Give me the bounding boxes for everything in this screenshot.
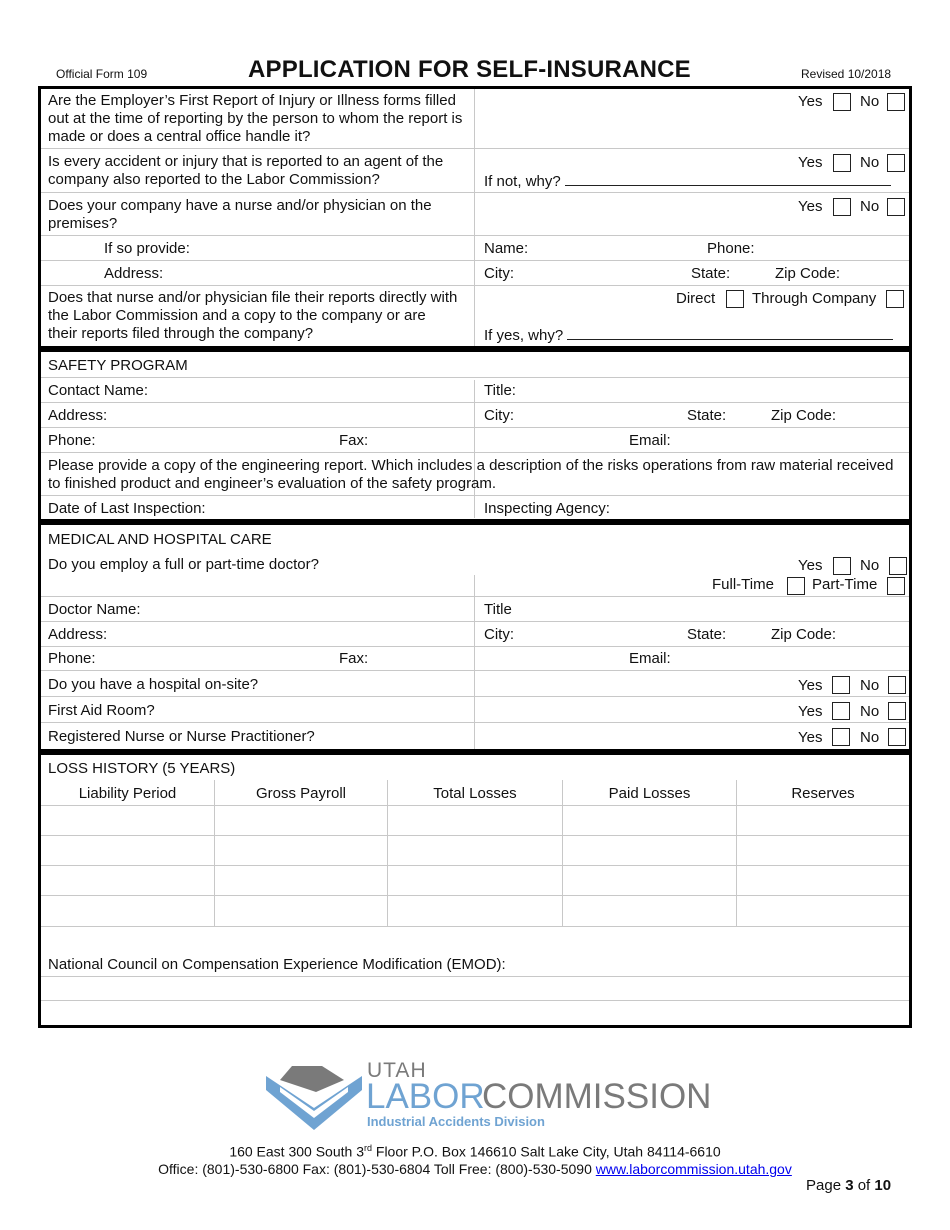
row-divider xyxy=(41,260,909,261)
labor-commission-logo-icon xyxy=(266,1060,362,1130)
table-row[interactable] xyxy=(41,806,909,835)
q3-no-checkbox[interactable] xyxy=(887,198,905,216)
doctor-email-field[interactable]: Email: xyxy=(629,650,671,667)
emod-input-line[interactable] xyxy=(41,1001,909,1025)
q3-yes-checkbox[interactable] xyxy=(833,198,851,216)
q1-no-checkbox[interactable] xyxy=(887,93,905,111)
row-divider xyxy=(41,285,909,286)
nurse-no-checkbox[interactable] xyxy=(888,728,906,746)
no-label: No xyxy=(860,677,880,694)
no-label: No xyxy=(860,154,880,171)
question-nurse: Registered Nurse or Nurse Practitioner? xyxy=(48,728,315,745)
doctor-name-field[interactable]: Doctor Name: xyxy=(48,601,141,618)
table-row-divider xyxy=(41,926,909,927)
safety-zip-field[interactable]: Zip Code: xyxy=(771,407,837,424)
row-divider xyxy=(41,646,909,647)
full-time-checkbox[interactable] xyxy=(787,577,805,595)
table-row[interactable] xyxy=(41,836,909,865)
logo-utah-text: UTAH xyxy=(367,1059,427,1082)
safety-title-field[interactable]: Title: xyxy=(484,382,516,399)
question-reported-to-commission: Is every accident or injury that is reported to an agent of the company also reported to the Labor Commission? xyxy=(48,153,444,188)
full-time-label: Full-Time xyxy=(712,576,774,593)
doctor-no-checkbox[interactable] xyxy=(889,557,907,575)
nurse-phone-field[interactable]: Phone: xyxy=(707,240,755,257)
no-label: No xyxy=(860,198,880,215)
doctor-city-field[interactable]: City: xyxy=(484,626,514,643)
direct-label: Direct xyxy=(676,290,716,307)
loss-history-heading: LOSS HISTORY (5 YEARS) xyxy=(48,760,236,777)
inspecting-agency-field[interactable]: Inspecting Agency: xyxy=(484,500,610,517)
doctor-phone-field[interactable]: Phone: xyxy=(48,650,96,667)
doctor-zip-field[interactable]: Zip Code: xyxy=(771,626,837,643)
nurse-city-field[interactable]: City: xyxy=(484,265,514,282)
safety-state-field[interactable]: State: xyxy=(687,407,727,424)
no-label: No xyxy=(860,93,880,110)
through-company-label: Through Company xyxy=(752,290,877,307)
form-number: Official Form 109 xyxy=(56,67,148,81)
nurse-name-field[interactable]: Name: xyxy=(484,240,529,257)
column-header-gross-payroll: Gross Payroll xyxy=(255,785,347,802)
question-doctor: Do you employ a full or part-time doctor? xyxy=(48,556,319,573)
last-inspection-field[interactable]: Date of Last Inspection: xyxy=(48,500,206,517)
row-divider xyxy=(41,402,909,403)
row-divider xyxy=(41,722,909,723)
safety-address-field[interactable]: Address: xyxy=(48,407,108,424)
row-divider xyxy=(41,377,909,378)
hospital-no-checkbox[interactable] xyxy=(888,676,906,694)
direct-checkbox[interactable] xyxy=(726,290,744,308)
if-yes-why-line[interactable] xyxy=(567,326,893,340)
yes-label: Yes xyxy=(798,703,823,720)
through-company-checkbox[interactable] xyxy=(886,290,904,308)
if-so-provide-label: If so provide: xyxy=(104,240,190,257)
emod-label: National Council on Compensation Experience Modification (EMOD): xyxy=(48,956,506,973)
section-divider xyxy=(41,749,909,755)
no-label: No xyxy=(860,729,880,746)
emod-input-line[interactable] xyxy=(41,977,909,1000)
if-not-why-line[interactable] xyxy=(565,172,891,186)
logo-commission-text: COMMISSION xyxy=(482,1077,712,1116)
safety-city-field[interactable]: City: xyxy=(484,407,514,424)
row-divider xyxy=(41,452,909,453)
yes-label: Yes xyxy=(798,677,823,694)
doctor-title-field[interactable]: Title xyxy=(484,601,512,618)
engineering-report-note: Please provide a copy of the engineering report. Which includes a description of the risks operations from raw material received to finished product and engineer’s evaluation of the safety program. xyxy=(48,457,894,492)
nurse-zip-field[interactable]: Zip Code: xyxy=(775,265,841,282)
question-hospital: Do you have a hospital on-site? xyxy=(48,676,259,693)
if-yes-why-label: If yes, why? xyxy=(484,326,893,345)
q2-yes-checkbox[interactable] xyxy=(833,154,851,172)
section-divider xyxy=(41,346,909,352)
question-first-report: Are the Employer’s First Report of Injury or Illness forms filled out at the time of reporting by the person to whom the report is made or does a central office handle it? xyxy=(48,92,463,145)
medical-heading: MEDICAL AND HOSPITAL CARE xyxy=(48,531,272,548)
yes-label: Yes xyxy=(798,557,823,574)
row-divider xyxy=(41,596,909,597)
if-not-why-label: If not, why? xyxy=(484,172,891,191)
yes-label: Yes xyxy=(798,154,823,171)
row-divider xyxy=(41,148,909,149)
question-first-aid: First Aid Room? xyxy=(48,702,155,719)
column-divider xyxy=(474,380,475,518)
footer-contact: Office: (801)-530-6800 Fax: (801)-530-6804 Toll Free: (800)-530-5090 www.laborcommission.utah.gov xyxy=(158,1161,792,1177)
part-time-label: Part-Time xyxy=(812,576,878,593)
row-divider xyxy=(41,427,909,428)
doctor-yes-checkbox[interactable] xyxy=(833,557,851,575)
section-divider xyxy=(41,519,909,525)
row-divider xyxy=(41,235,909,236)
column-divider xyxy=(474,575,475,750)
hospital-yes-checkbox[interactable] xyxy=(832,676,850,694)
yes-label: Yes xyxy=(798,93,823,110)
nurse-yes-checkbox[interactable] xyxy=(832,728,850,746)
question-report-filing: Does that nurse and/or physician file their reports directly with the Labor Commission and a copy to the company or are their reports filed through the company? xyxy=(48,289,458,342)
footer-address: 160 East 300 South 3rd Floor P.O. Box 146610 Salt Lake City, Utah 84114-6610 xyxy=(229,1143,721,1160)
website-link[interactable]: www.laborcommission.utah.gov xyxy=(595,1161,792,1177)
doctor-address-field[interactable]: Address: xyxy=(48,626,108,643)
logo-labor-text: LABOR xyxy=(366,1077,485,1116)
safety-email-field[interactable]: Email: xyxy=(629,432,671,449)
revision-date: Revised 10/2018 xyxy=(801,67,892,81)
table-row[interactable] xyxy=(41,866,909,895)
yes-label: Yes xyxy=(798,198,823,215)
row-divider xyxy=(41,621,909,622)
row-divider xyxy=(41,192,909,193)
table-row[interactable] xyxy=(41,896,909,925)
first-aid-yes-checkbox[interactable] xyxy=(832,702,850,720)
question-nurse-on-premises: Does your company have a nurse and/or physician on the premises? xyxy=(48,197,432,232)
q1-yes-checkbox[interactable] xyxy=(833,93,851,111)
row-divider xyxy=(41,495,909,496)
page-number: Page 3 of 10 xyxy=(806,1177,892,1194)
no-label: No xyxy=(860,703,880,720)
part-time-checkbox[interactable] xyxy=(887,577,905,595)
nurse-address-field[interactable]: Address: xyxy=(104,265,164,282)
row-divider xyxy=(41,696,909,697)
column-divider xyxy=(474,89,475,347)
row-divider xyxy=(41,670,909,671)
column-header-reserves: Reserves xyxy=(791,785,855,802)
doctor-fax-field[interactable]: Fax: xyxy=(339,650,369,667)
safety-contact-name-field[interactable]: Contact Name: xyxy=(48,382,149,399)
doctor-state-field[interactable]: State: xyxy=(687,626,727,643)
page-title: APPLICATION FOR SELF-INSURANCE xyxy=(248,56,691,83)
q2-no-checkbox[interactable] xyxy=(887,154,905,172)
nurse-state-field[interactable]: State: xyxy=(691,265,731,282)
no-label: No xyxy=(860,557,880,574)
yes-label: Yes xyxy=(798,729,823,746)
safety-phone-field[interactable]: Phone: xyxy=(48,432,96,449)
column-header-liability-period: Liability Period xyxy=(78,785,177,802)
logo-subtitle: Industrial Accidents Division xyxy=(367,1114,545,1129)
first-aid-no-checkbox[interactable] xyxy=(888,702,906,720)
safety-fax-field[interactable]: Fax: xyxy=(339,432,369,449)
safety-program-heading: SAFETY PROGRAM xyxy=(48,357,188,374)
column-header-total-losses: Total Losses xyxy=(433,785,517,802)
column-header-paid-losses: Paid Losses xyxy=(608,785,691,802)
